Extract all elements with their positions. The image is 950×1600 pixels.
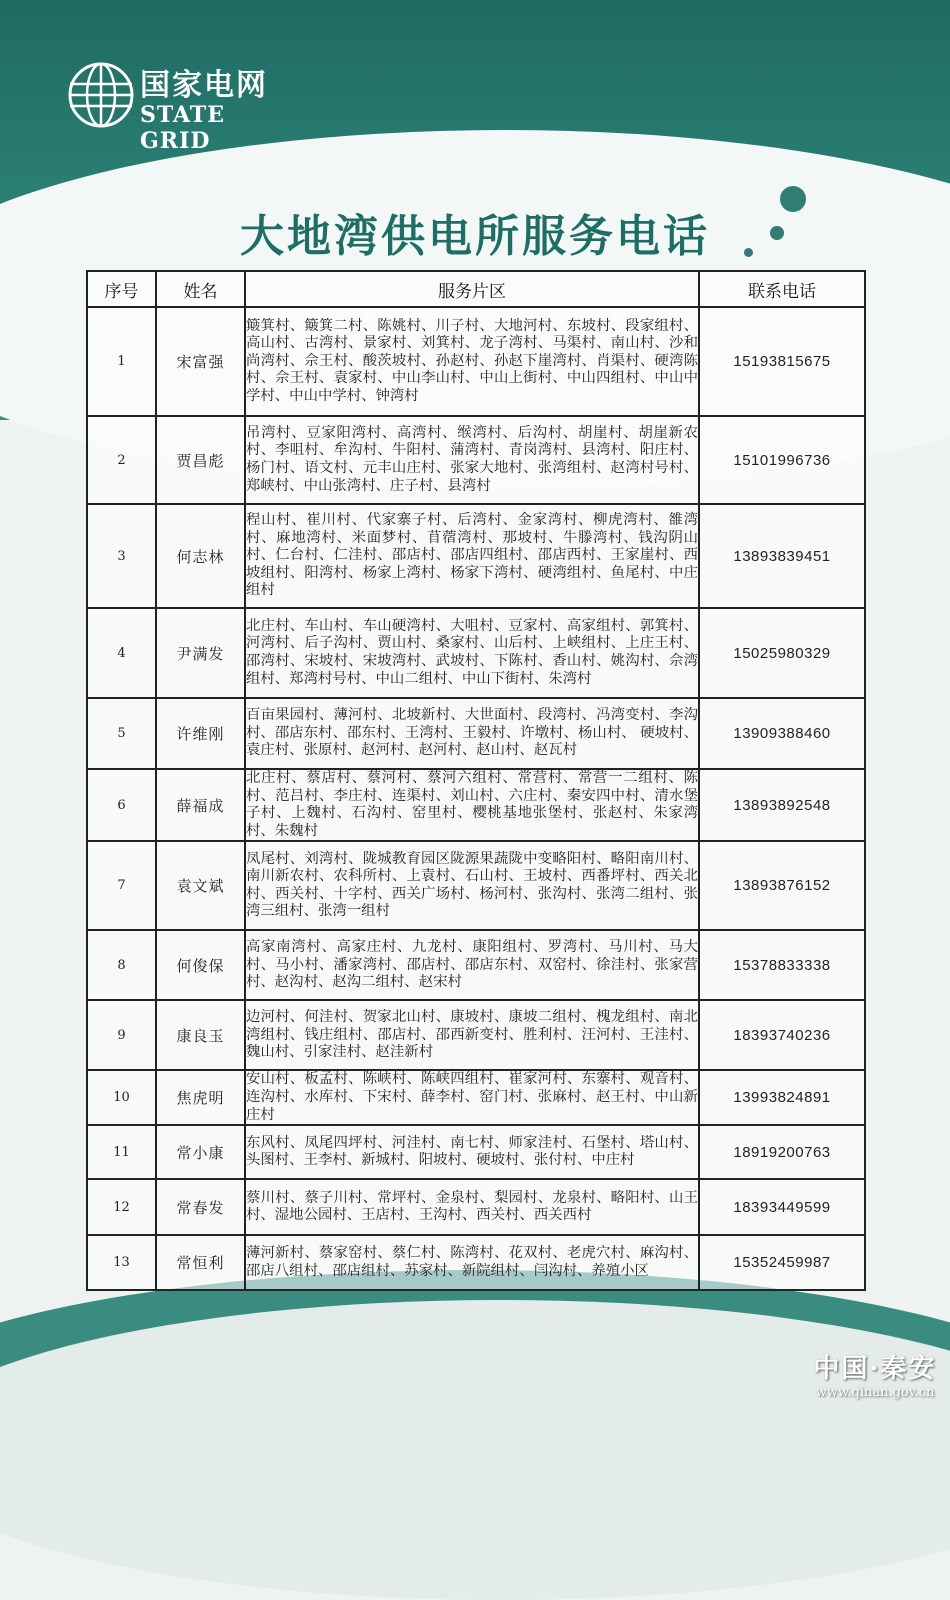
row-number: 11 xyxy=(87,1125,156,1179)
service-area: 边河村、何洼村、贺家北山村、康坡村、康坡二组村、槐龙组村、南北湾组村、钱庄组村、邵店村、邵西新变村、胜利村、汪河村、王洼村、魏山村、引家洼村、赵洼新村 xyxy=(245,1000,699,1070)
table-row xyxy=(87,608,865,698)
table-row xyxy=(87,841,865,930)
phone-number: 13993824891 xyxy=(699,1070,865,1125)
service-area: 吊湾村、豆家阳湾村、高湾村、缑湾村、后沟村、胡崖村、胡崖新农村、李咀村、牟沟村、牛阳村、蒲湾村、青岗湾村、县湾村、阳庄村、杨门村、语文村、元丰山庄村、张家大地村、张湾组村、赵湾村号村、郑峡村、中山张湾村、庄子村、县湾村 xyxy=(245,416,699,504)
logo-english-text: STATE GRID xyxy=(140,102,226,154)
table-row xyxy=(87,769,865,841)
staff-name: 焦虎明 xyxy=(156,1070,245,1125)
row-number: 10 xyxy=(87,1070,156,1125)
phone-number: 15101996736 xyxy=(699,416,865,504)
page-title: 大地湾供电所服务电话 xyxy=(240,211,710,262)
phone-number: 15025980329 xyxy=(699,608,865,698)
staff-name: 薛福成 xyxy=(156,769,245,841)
table-row xyxy=(87,1179,865,1235)
row-number: 2 xyxy=(87,416,156,504)
phone-number: 15193815675 xyxy=(699,307,865,416)
service-area: 北庄村、蔡店村、蔡河村、蔡河六组村、常营村、常营一二组村、陈村、范吕村、李庄村、连渠村、刘山村、六庄村、秦安四中村、清水堡子村、上魏村、石沟村、窑里村、樱桃基地张堡村、张赵村、朱家湾村、朱魏村 xyxy=(245,769,699,841)
row-number: 12 xyxy=(87,1179,156,1235)
watermark-chinese: 中国·秦安 xyxy=(813,1354,937,1384)
service-area: 北庄村、车山村、车山硬湾村、大咀村、豆家村、高家组村、郭箕村、河湾村、后子沟村、贾山村、桑家村、山后村、上峡组村、上庄王村、邵湾村、宋坡村、宋坡湾村、武坡村、下陈村、香山村、姚沟村、佘湾组村、郑湾村号村、中山二组村、中山下街村、朱湾村 xyxy=(245,608,699,698)
staff-name: 常小康 xyxy=(156,1125,245,1179)
service-area: 百亩果园村、薄河村、北坡新村、大世面村、段湾村、冯湾变村、李沟村、邵店东村、邵东村、王湾村、王毅村、许墩村、杨山村、 硬坡村、袁庄村、张原村、赵河村、赵河村、赵山村、赵瓦村 xyxy=(245,698,699,769)
header-name: 姓名 xyxy=(156,271,245,307)
service-area: 簸箕村、簸箕二村、陈姚村、川子村、大地河村、东坡村、段家组村、高山村、古湾村、景家村、刘箕村、龙子湾村、马渠村、南山村、沙和尚湾村、佘王村、酸茨坡村、孙赵村、孙赵下崖湾村、肖渠村、硬湾陈村、佘王村、袁家村、中山李山村、中山上街村、中山四组村、中山中学村、中山中学村、钟湾村 xyxy=(245,307,699,416)
watermark-url: www.qinan.gov.cn xyxy=(815,1385,935,1400)
footer-wave xyxy=(0,1300,950,1600)
service-area: 程山村、崔川村、代家寨子村、后湾村、金家湾村、柳虎湾村、雒湾村、麻地湾村、米面梦村、苜蓿湾村、那坡村、牛滕湾村、钱沟阴山村、仁台村、仁洼村、邵店村、邵店四组村、邵店西村、王家崖村、西坡组村、阳湾村、杨家上湾村、杨家下湾村、硬湾组村、鱼尾村、中庄组村 xyxy=(245,504,699,608)
phone-number: 13893892548 xyxy=(699,769,865,841)
staff-name: 何志林 xyxy=(156,504,245,608)
row-number: 7 xyxy=(87,841,156,930)
state-grid-logo xyxy=(68,58,278,154)
phone-number: 18393740236 xyxy=(699,1000,865,1070)
table-row xyxy=(87,504,865,608)
table-row xyxy=(87,1070,865,1125)
table-row xyxy=(87,307,865,416)
row-number: 4 xyxy=(87,608,156,698)
phone-number: 13893839451 xyxy=(699,504,865,608)
phone-number: 13909388460 xyxy=(699,698,865,769)
staff-name: 常恒利 xyxy=(156,1235,245,1290)
staff-name: 贾昌彪 xyxy=(156,416,245,504)
service-phone-table xyxy=(86,270,866,1291)
service-area: 东风村、凤尾四坪村、河洼村、南七村、师家洼村、石堡村、塔山村、头图村、王李村、新城村、阳坡村、硬坡村、张付村、中庄村 xyxy=(245,1125,699,1179)
staff-name: 许维刚 xyxy=(156,698,245,769)
phone-number: 18919200763 xyxy=(699,1125,865,1179)
phone-number: 13893876152 xyxy=(699,841,865,930)
service-area: 安山村、板孟村、陈峡村、陈峡四组村、崔家河村、东寨村、观音村、连沟村、水库村、下宋村、薛李村、窑门村、张麻村、赵王村、中山新庄村 xyxy=(245,1070,699,1125)
header-no: 序号 xyxy=(87,271,156,307)
service-area: 薄河新村、蔡家窑村、蔡仁村、陈湾村、花双村、老虎穴村、麻沟村、邵店八组村、邵店组村、苏家村、新院组村、闫沟村、养殖小区 xyxy=(245,1235,699,1290)
row-number: 5 xyxy=(87,698,156,769)
table-row xyxy=(87,1235,865,1290)
row-number: 1 xyxy=(87,307,156,416)
header-phone: 联系电话 xyxy=(699,271,865,307)
table-header-row xyxy=(87,271,865,307)
staff-name: 袁文斌 xyxy=(156,841,245,930)
service-area: 高家南湾村、高家庄村、九龙村、康阳组村、罗湾村、马川村、马大村、马小村、潘家湾村、邵店村、邵店东村、双窑村、徐洼村、张家营村、赵沟村、赵沟二组村、赵宋村 xyxy=(245,930,699,1000)
staff-name: 何俊保 xyxy=(156,930,245,1000)
table-row xyxy=(87,1125,865,1179)
row-number: 8 xyxy=(87,930,156,1000)
table-row xyxy=(87,930,865,1000)
row-number: 3 xyxy=(87,504,156,608)
row-number: 9 xyxy=(87,1000,156,1070)
phone-number: 18393449599 xyxy=(699,1179,865,1235)
service-area: 凤尾村、刘湾村、陇城教育园区陇源果蔬陇中变略阳村、略阳南川村、南川新农村、农科所村、上袁村、石山村、王坡村、西番坪村、西关北村、西关村、十字村、西关广场村、杨河村、张沟村、张湾二组村、张湾三组村、张湾一组村 xyxy=(245,841,699,930)
header-area: 服务片区 xyxy=(245,271,699,307)
site-watermark xyxy=(800,1348,950,1400)
row-number: 13 xyxy=(87,1235,156,1290)
table-row xyxy=(87,416,865,504)
table-row xyxy=(87,1000,865,1070)
phone-number: 15378833338 xyxy=(699,930,865,1000)
staff-name: 康良玉 xyxy=(156,1000,245,1070)
logo-chinese-text: 国家电网 xyxy=(140,68,268,103)
phone-number: 15352459987 xyxy=(699,1235,865,1290)
staff-name: 尹满发 xyxy=(156,608,245,698)
row-number: 6 xyxy=(87,769,156,841)
table-row xyxy=(87,698,865,769)
staff-name: 常春发 xyxy=(156,1179,245,1235)
globe-icon xyxy=(68,62,134,128)
staff-name: 宋富强 xyxy=(156,307,245,416)
service-area: 蔡川村、蔡子川村、常坪村、金泉村、梨园村、龙泉村、略阳村、山王村、湿地公园村、王店村、王沟村、西关村、西关西村 xyxy=(245,1179,699,1235)
